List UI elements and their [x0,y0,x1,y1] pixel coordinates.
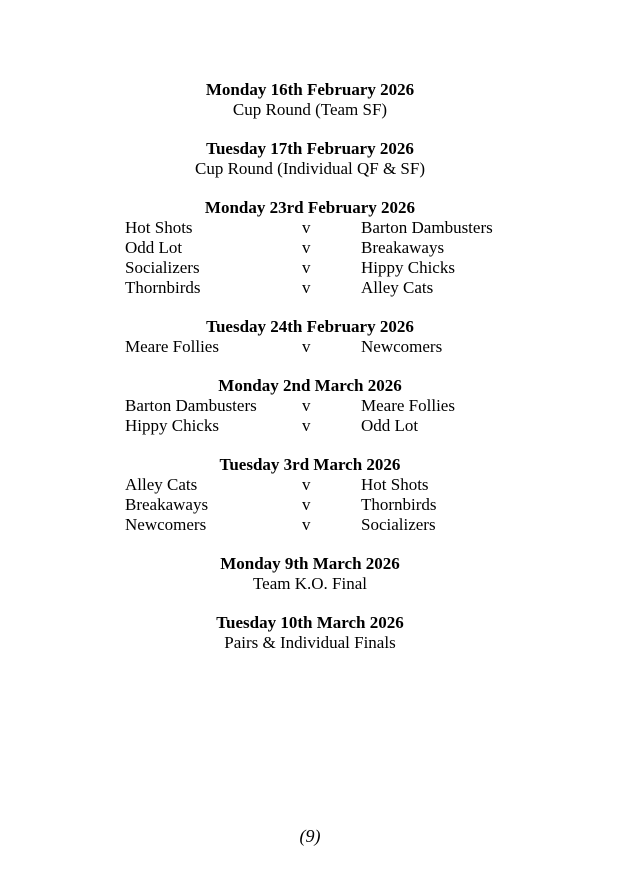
away-team: Thornbirds [361,495,437,514]
versus-label: v [302,396,311,415]
section-monday-2-mar [125,376,495,436]
section-tuesday-10-mar [125,613,495,653]
home-team: Thornbirds [125,278,201,297]
section-monday-16-feb [125,80,495,120]
fixture-row [125,278,495,298]
away-team: Barton Dambusters [361,218,493,237]
away-team: Odd Lot [361,416,419,435]
away-team: Meare Follies [361,396,455,415]
versus-label: v [302,416,311,435]
fixture-row [125,337,495,357]
fixture-row [125,396,495,416]
away-team: Alley Cats [361,278,434,297]
section-note: Cup Round (Individual QF & SF) [195,159,425,178]
versus-label: v [302,475,311,494]
away-team: Newcomers [361,337,443,356]
section-date: Tuesday 3rd March 2026 [219,455,401,474]
home-team: Newcomers [125,515,207,534]
section-date: Monday 16th February 2026 [205,80,415,99]
away-team: Hippy Chicks [361,258,455,277]
fixture-row [125,258,495,278]
section-date: Tuesday 24th February 2026 [206,317,414,336]
versus-label: v [302,258,311,277]
section-tuesday-24-feb [125,317,495,357]
home-team: Breakaways [125,495,209,514]
away-team: Breakaways [361,238,445,257]
fixture-row [125,515,495,535]
versus-label: v [302,337,311,356]
fixture-row [125,238,495,258]
page-number: (9) [299,826,321,846]
home-team: Hot Shots [125,218,193,237]
home-team: Socializers [125,258,200,277]
fixture-row [125,416,495,436]
versus-label: v [302,238,311,257]
away-team: Socializers [361,515,436,534]
home-team: Meare Follies [125,337,219,356]
section-note: Team K.O. Final [252,574,367,593]
section-date: Monday 2nd March 2026 [218,376,402,395]
versus-label: v [302,515,311,534]
home-team: Hippy Chicks [125,416,219,435]
home-team: Alley Cats [125,475,198,494]
home-team: Odd Lot [125,238,183,257]
home-team: Barton Dambusters [125,396,257,415]
section-date: Monday 23rd February 2026 [204,198,416,217]
section-monday-23-feb [125,198,495,298]
versus-label: v [302,278,311,297]
fixture-row [125,495,495,515]
section-note: Pairs & Individual Finals [224,633,396,652]
section-tuesday-3-mar [125,455,495,535]
fixture-list [125,80,495,672]
section-monday-9-mar [125,554,495,594]
section-note: Cup Round (Team SF) [232,100,388,119]
away-team: Hot Shots [361,475,429,494]
section-date: Tuesday 17th February 2026 [206,139,414,158]
fixture-row [125,218,495,238]
section-date: Monday 9th March 2026 [220,554,400,573]
section-tuesday-17-feb [125,139,495,179]
versus-label: v [302,495,311,514]
fixture-row [125,475,495,495]
section-date: Tuesday 10th March 2026 [216,613,404,632]
versus-label: v [302,218,311,237]
